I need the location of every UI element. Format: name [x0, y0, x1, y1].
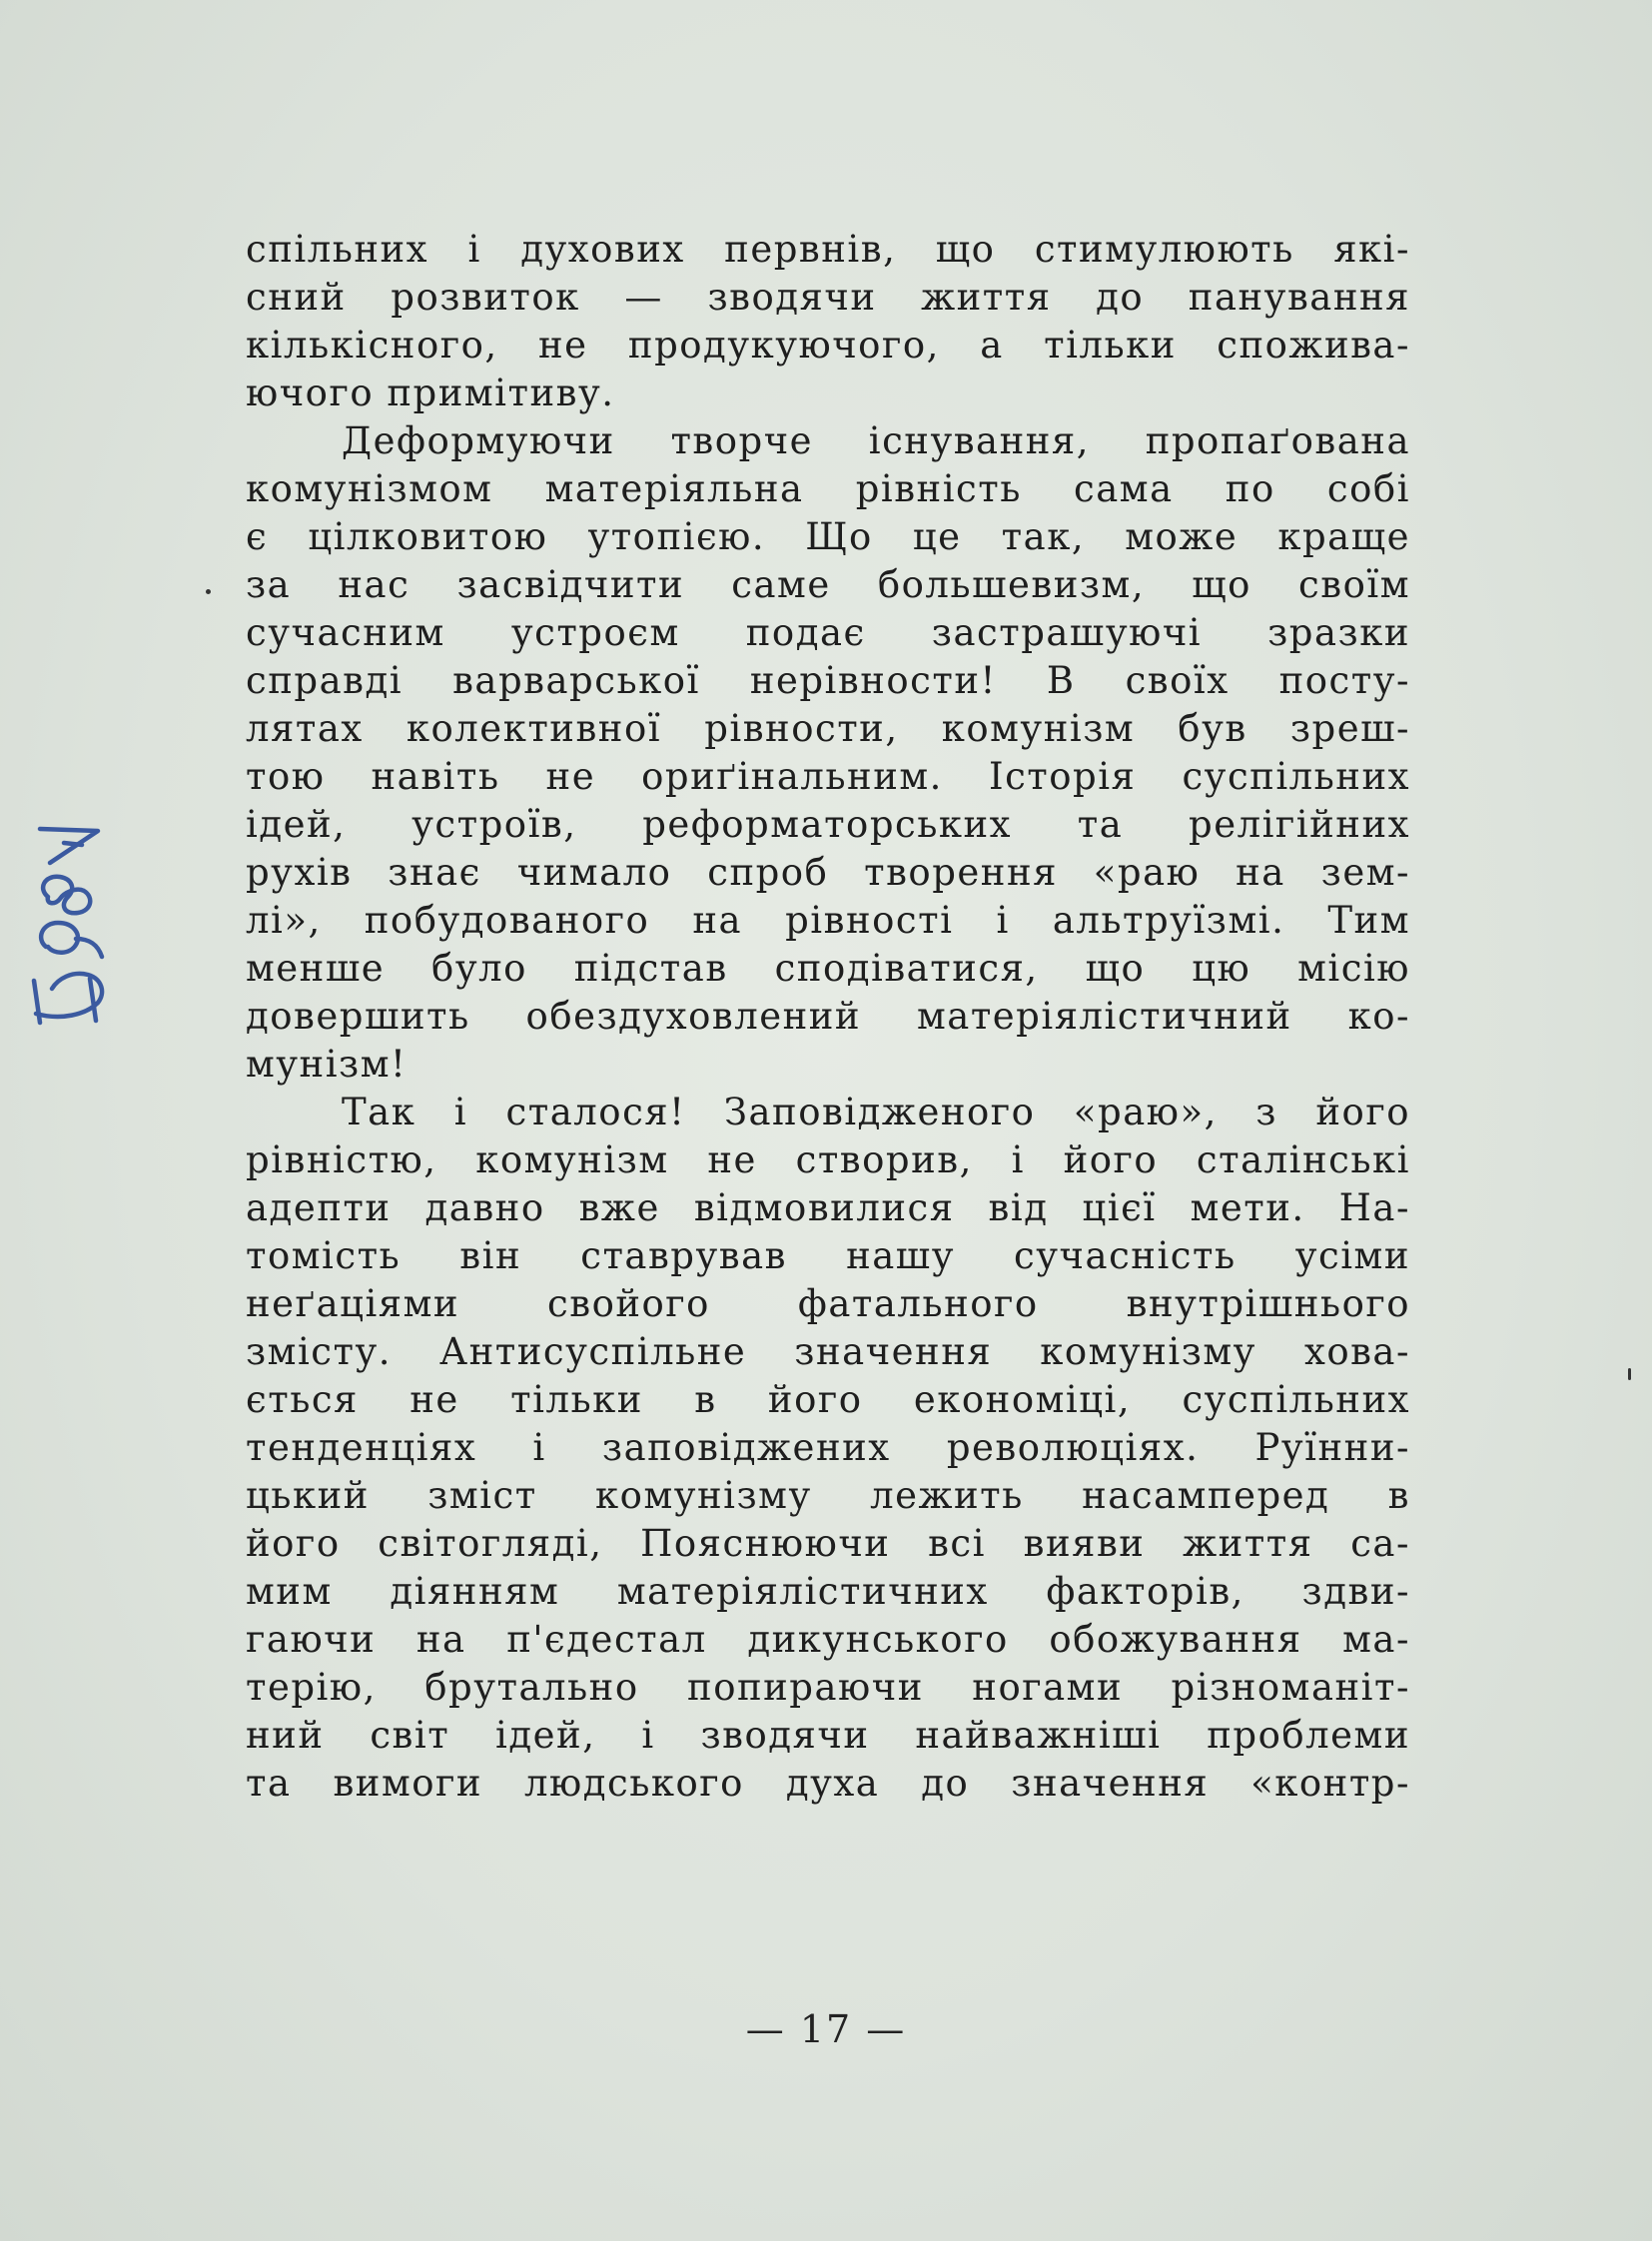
text-line: ючого примітиву.	[246, 372, 615, 414]
text-line: Деформуючи творче існування, пропаґована	[342, 419, 1410, 462]
text-line: гаючи на п'єдестал дикунського обожування ма-	[246, 1618, 1410, 1661]
text-line: томість він ставрував нашу сучасність усіми	[246, 1234, 1410, 1277]
text-line: мунізм!	[246, 1043, 408, 1086]
text-line: рухів знає чимало спроб творення «раю на зем-	[246, 851, 1410, 894]
text-line: лі», побудованого на рівності і альтруїзмі. Тим	[246, 899, 1410, 942]
text-line: адепти давно вже відмовилися від цієї мети. На-	[246, 1186, 1410, 1229]
text-line: його світогляді, Пояснюючи всі вияви життя са-	[246, 1522, 1410, 1565]
text-line: справді варварської нерівности! В своїх посту-	[246, 659, 1410, 702]
text-line: змісту. Антисуспільне значення комунізму хова-	[246, 1330, 1410, 1373]
text-line: кількісного, не продукуючого, а тільки спожива-	[246, 324, 1410, 367]
page-number: — 17 —	[745, 2007, 907, 2051]
text-line: сучасним устроєм подає застрашуючі зразки	[246, 611, 1410, 654]
text-line: тою навіть не ориґінальним. Історія суспільних	[246, 755, 1410, 798]
text-line: спільних і духових первнів, що стимулюють які-	[246, 228, 1410, 271]
text-line: є цілковитою утопією. Що це так, може краще	[246, 515, 1410, 558]
text-line: за нас засвідчити саме большевизм, що своїм	[246, 563, 1410, 606]
text-line: ється не тільки в його економіці, суспільних	[246, 1378, 1410, 1421]
text-line: ідей, устроїв, реформаторських та релігійних	[246, 803, 1410, 846]
text-line: Так і сталося! Заповідженого «раю», з його	[342, 1091, 1410, 1133]
text-line: сний розвиток — зводячи життя до панування	[246, 276, 1410, 319]
text-line: тенденціях і заповіджених революціях. Руїнни-	[246, 1426, 1410, 1469]
text-line: рівністю, комунізм не створив, і його сталінські	[246, 1138, 1410, 1181]
text-line: комунізмом матеріяльна рівність сама по собі	[246, 467, 1410, 510]
text-line: мим діянням матеріялістичних факторів, здви-	[246, 1570, 1410, 1613]
text-line: лятах колективної рівности, комунізм був зреш-	[246, 707, 1410, 750]
margin-handwritten-annotation	[6, 789, 116, 1029]
text-line: довершить обездуховлений матеріялістичний ко-	[246, 995, 1410, 1038]
text-line: неґаціями свойого фатального внутрішнього	[246, 1282, 1410, 1325]
text-line: терію, брутально попираючи ногами різноманіт-	[246, 1666, 1410, 1709]
scan-speck	[206, 589, 211, 594]
text-line: менше було підстав сподіватися, що цю місію	[246, 947, 1410, 990]
scan-speck	[1628, 1368, 1631, 1380]
text-line: та вимоги людського духа до значення «контр-	[246, 1762, 1410, 1805]
text-line: ний світ ідей, і зводячи найважніші проблеми	[246, 1714, 1410, 1757]
body-text	[246, 226, 1410, 1808]
text-line: цький зміст комунізму лежить насамперед в	[246, 1474, 1410, 1517]
